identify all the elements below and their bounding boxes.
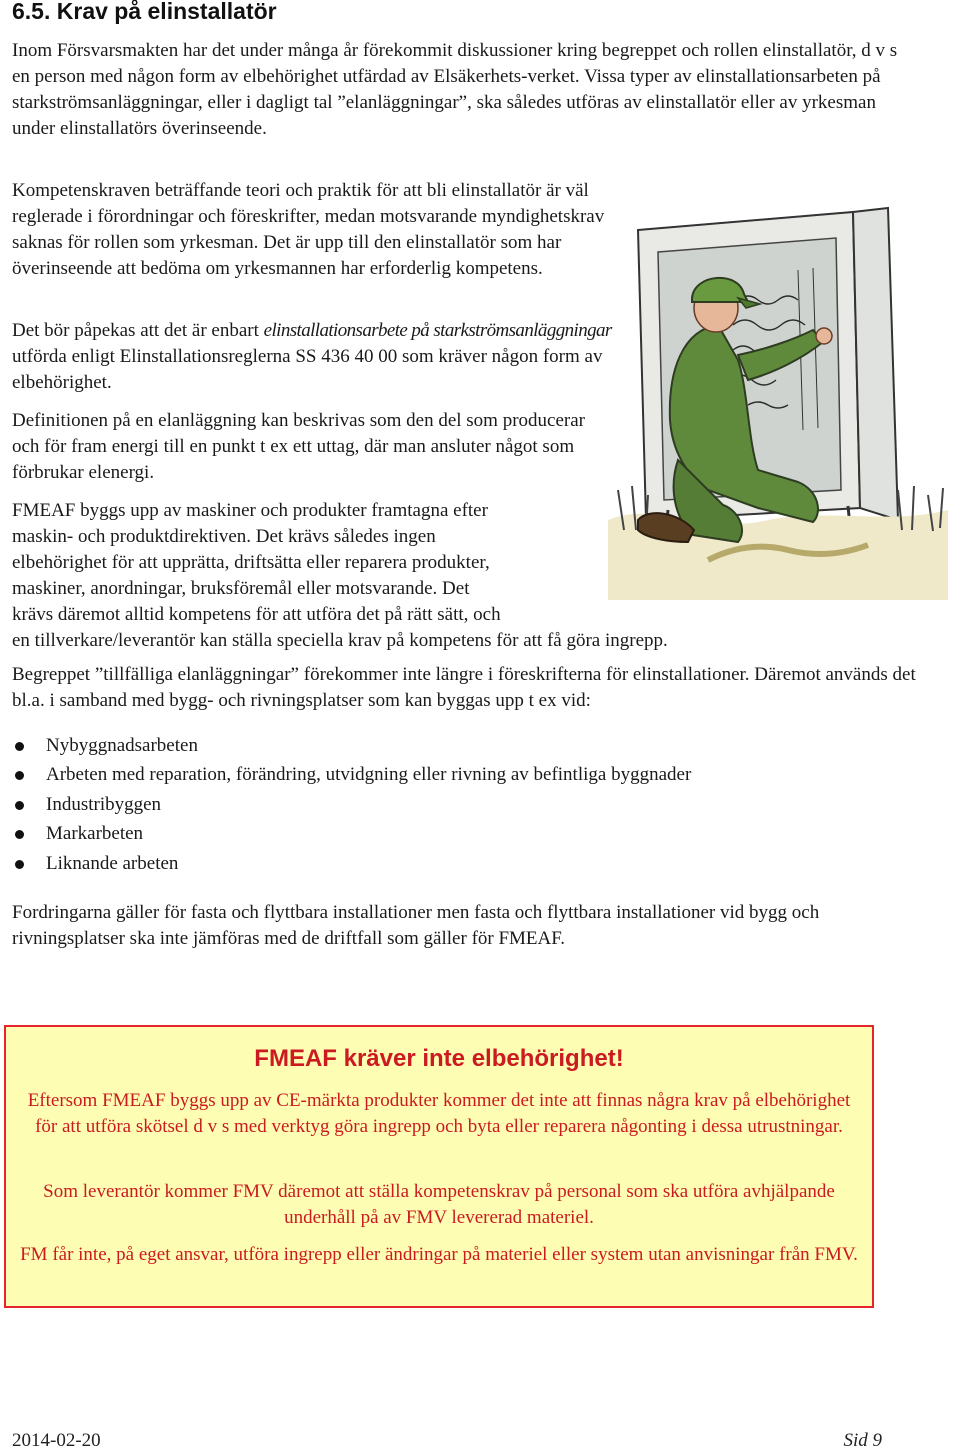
list-item (12, 790, 691, 819)
footer-date: 2014-02-20 (12, 1430, 101, 1451)
fmeaf-line: en tillverkare/leverantör kan ställa speciella krav på kompetens för att få göra ingrepp. (12, 630, 668, 651)
scope-text-start: Det bör påpekas att det är enbart (12, 320, 264, 341)
notice-title: FMEAF kräver inte elbehörighet! (254, 1045, 624, 1072)
fmeaf-line: maskiner, anordningar, bruksföremål eller motsvarande. Det (12, 578, 470, 599)
scope-text-end: utförda enligt Elinstallationsreglerna SS 436 40 00 som kräver någon form av elbehörighet. (12, 346, 603, 393)
fmeaf-line: elbehörighet för att upprätta, driftsätta eller reparera produkter, (12, 552, 490, 573)
section-heading: 6.5. Krav på elinstallatör (12, 0, 277, 24)
bullet-icon (15, 860, 24, 869)
page-number: Sid 9 (843, 1430, 882, 1451)
list-item (12, 849, 691, 878)
bullet-list (12, 731, 691, 878)
notice-box (4, 1025, 874, 1308)
competence-paragraph: Kompetenskraven beträffande teori och praktik för att bli elinstallatör är väl reglerade i förordningar och föreskrifter, medan motsvarande myndighetskrav saknas för rollen som yrkesman. Det är upp till den elinstallatör som har överinseende att bedöma om yrkesmannen har erforderlig kompetens. (12, 180, 605, 279)
fmeaf-line: maskin- och produktdirektiven. Det krävs således ingen (12, 526, 436, 547)
list-item-text: Markarbeten (46, 823, 144, 845)
fmeaf-line: krävs däremot alltid kompetens för att utföra det på rätt sätt, och (12, 604, 501, 625)
bullet-icon (15, 830, 24, 839)
notice-paragraph: Eftersom FMEAF byggs upp av CE-märkta produkter kommer det inte att finnas några krav på elbehörighet för att utföra skötsel d v s med verktyg göra ingrepp och byta eller reparera någonting i dessa utrustningar. (27, 1090, 851, 1137)
bullet-icon (15, 771, 24, 780)
list-item-text: Liknande arbeten (46, 852, 179, 874)
requirements-paragraph: Fordringarna gäller för fasta och flyttbara installationer men fasta och flyttbara installationer vid bygg och rivningsplatser ska inte jämföras med de driftfall som gäller för FMEAF. (12, 902, 820, 949)
list-item (12, 760, 691, 789)
list-item-text: Arbeten med reparation, förändring, utvidgning eller rivning av befintliga byggnader (46, 764, 692, 786)
list-item (12, 731, 691, 760)
fmeaf-line: FMEAF byggs upp av maskiner och produkter framtagna efter (12, 500, 488, 521)
definition-paragraph: Definitionen på en elanläggning kan beskrivas som den del som producerar och för fram energi till en punkt t ex ett uttag, där man ansluter något som förbrukar elenergi. (12, 410, 585, 483)
scope-paragraph (12, 318, 612, 396)
list-item-text: Industribyggen (46, 793, 162, 815)
notice-paragraph: Som leverantör kommer FMV däremot att ställa kompetenskrav på personal som ska utföra avhjälpande underhåll på av FMV levererad materiel. (43, 1181, 835, 1228)
list-item-text: Nybyggnadsarbeten (46, 735, 198, 756)
temporary-installations-paragraph: Begreppet ”tillfälliga elanläggningar” förekommer inte längre i föreskrifterna för elinstallationer. Däremot används det bl.a. i samband med bygg- och rivningsplatser som kan byggas upp t ex vid: (12, 664, 916, 711)
bullet-icon (15, 742, 24, 751)
bullet-icon (15, 801, 24, 810)
soldier-electrician-illustration (598, 190, 958, 600)
intro-paragraph: Inom Försvarsmakten har det under många år förekommit diskussioner kring begreppet och rollen elinstallatör, d v s en person med någon form av elbehörighet utfärdad av Elsäkerhets-verket. Vissa typer av elinstallationsarbeten på starkströmsanläggningar, eller i dagligt tal ”elanläggningar”, ska således utföras av elinstallatör eller av yrkesman under elinstallatörs överinseende. (12, 40, 898, 139)
notice-paragraph: FM får inte, på eget ansvar, utföra ingrepp eller ändringar på materiel eller system utan anvisningar från FMV. (20, 1244, 858, 1265)
list-item (12, 819, 691, 848)
scope-emphasis: elinstallationsarbete på starkströmsanläggningar (263, 320, 612, 341)
